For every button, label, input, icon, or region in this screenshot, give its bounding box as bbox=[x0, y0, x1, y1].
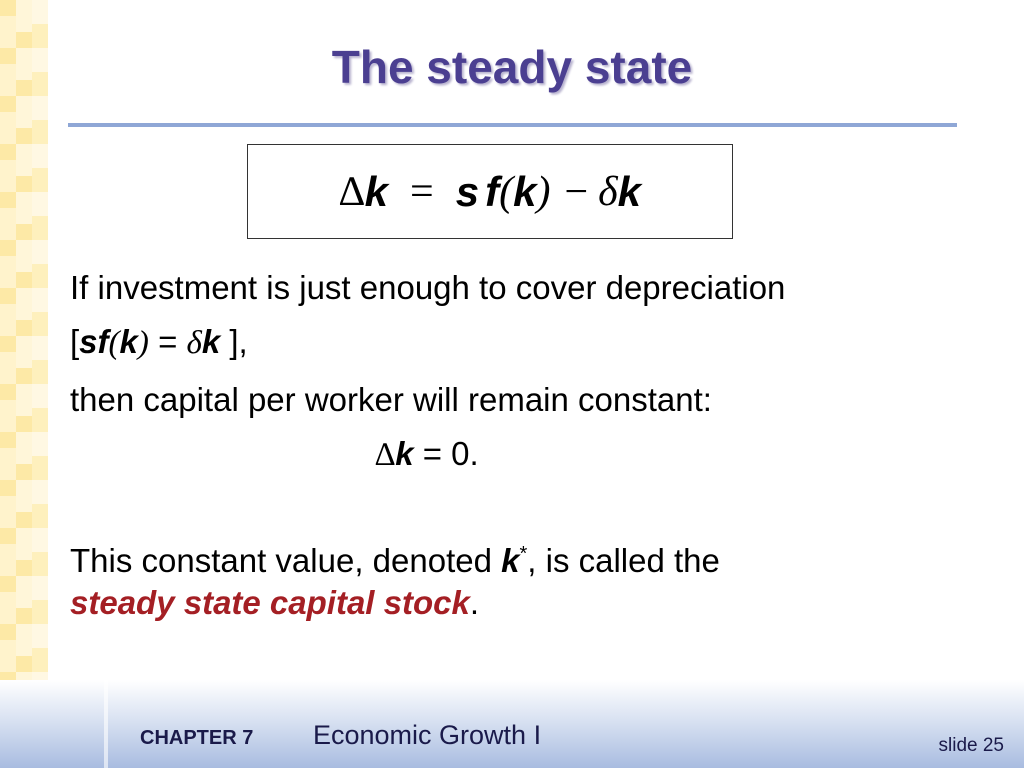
eq-rparen: ) bbox=[536, 168, 551, 215]
slide-title: The steady state bbox=[331, 41, 693, 93]
title-divider bbox=[68, 123, 957, 127]
para2-equation: ∆k = 0. bbox=[375, 435, 479, 473]
eq-lparen: ( bbox=[499, 168, 514, 215]
eq-k: k bbox=[364, 167, 389, 215]
equation-box bbox=[247, 144, 733, 239]
eq-equals: = bbox=[410, 168, 434, 215]
slide-number: slide 25 bbox=[938, 735, 1004, 756]
para1-line2: [sf(k) = δk ], bbox=[70, 323, 248, 361]
decorative-side-strip bbox=[0, 0, 48, 768]
eq-k-dep: k bbox=[617, 167, 642, 215]
delta-symbol: ∆ bbox=[338, 168, 365, 215]
steady-state-term: steady state capital stock bbox=[70, 584, 470, 621]
para1-line1: If investment is just enough to cover depreciation bbox=[70, 269, 786, 306]
footer-chapter: CHAPTER 7 bbox=[140, 727, 254, 749]
footer-book-title: Economic Growth I bbox=[313, 720, 542, 750]
eq-f: f bbox=[485, 167, 500, 215]
eq-s: s bbox=[455, 167, 480, 215]
para3-line1: This constant value, denoted k*, is called the bbox=[70, 542, 720, 579]
eq-minus: − bbox=[564, 168, 589, 215]
para3-line2: steady state capital stock. bbox=[70, 584, 480, 621]
eq-delta-small: δ bbox=[598, 168, 618, 215]
para2-line1: then capital per worker will remain constant: bbox=[70, 381, 712, 418]
eq-k-arg: k bbox=[513, 167, 537, 215]
